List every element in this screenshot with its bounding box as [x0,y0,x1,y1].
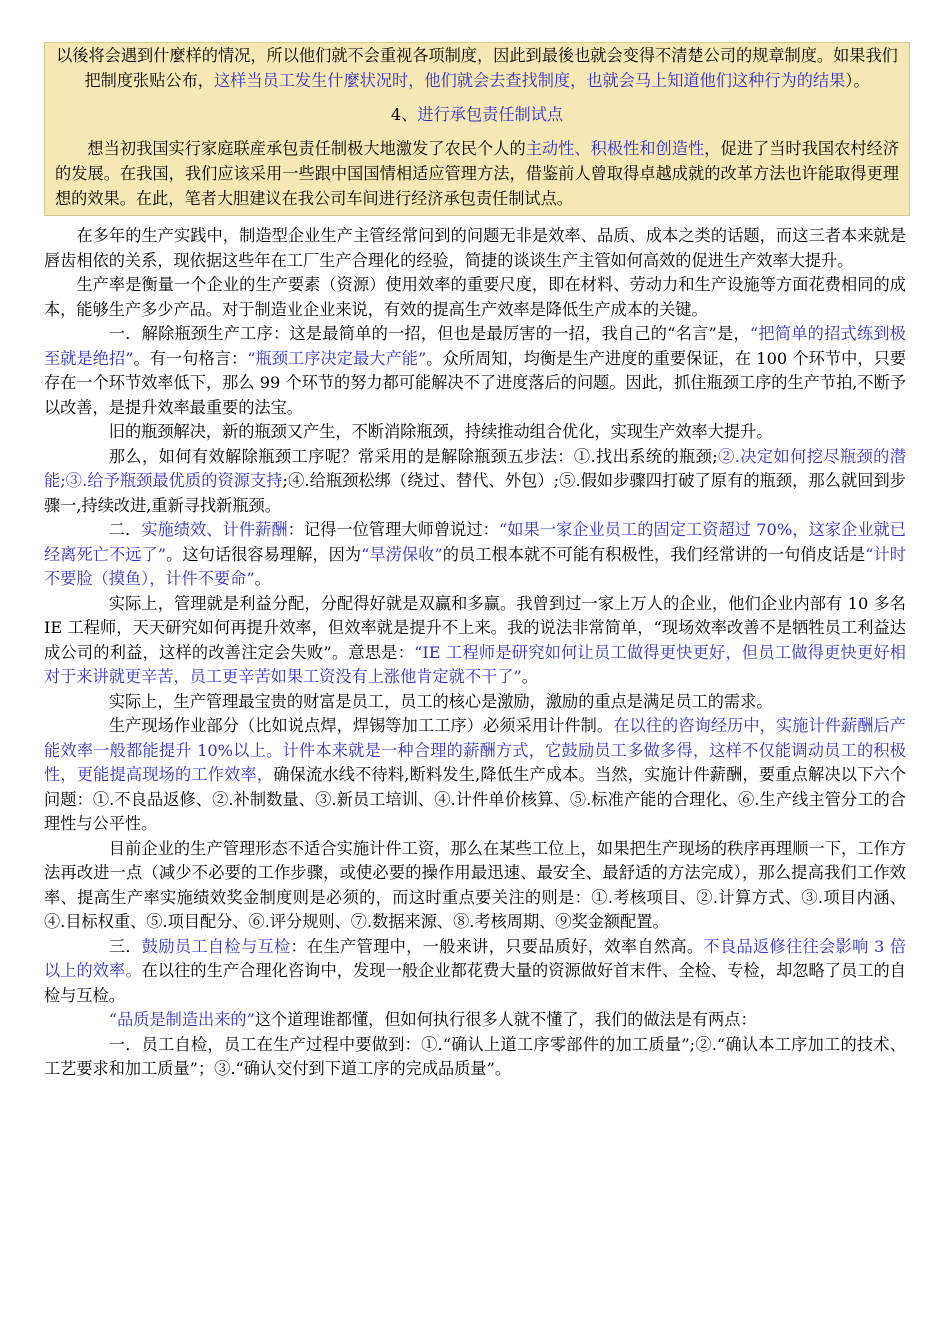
body-text: 。众所周知，均衡是生产进度的重要保证，在 100 个环节中，只要存在一个环节效率低下，那么 99 个环节的努力都可能解决不了进度落后的问题。因此，抓住瓶颈工序的生产节拍,不断予以改善，是提升效率最重要的法宝。 [44,348,907,417]
body-text: 的员工根本就不可能有积极性，我们经常讲的一句俏皮话是 [442,544,866,564]
body-text: 确保流水线不待料,断料发生,降低生产成本。当然，实施计件薪酬，要重点解决以下六个问题：①.不良品返修、②.补制数量、③.新员工培训、④.计件单价核算、⑤.标准产能的合理化、⑥.生产线主管分工的合理性与公平性。 [44,765,907,833]
body-link-text[interactable]: 在以往的咨询经历中，实施计件薪酬后产能效率一般都能提升 10%以上。计件本来就是一种合理的薪酬方式，它鼓励员工多做多得，这样不仅能调动员工的积极性，更能提高现场的工作效率， [44,716,906,784]
body-link-text[interactable]: 鼓励员工自检与互检 [141,936,291,956]
body-link-text[interactable]: 不良品返修往往会影响 3 倍以上的效率。 [44,936,907,980]
body-paragraph [44,592,910,690]
body-link-text[interactable]: “计时不要脸（摸鱼），计件不要命” [44,544,906,588]
body-paragraph [44,445,910,519]
excerpt-paragraph [55,43,899,93]
excerpt-text: 想当初我国实行家庭联産承包责任制极大地激发了农民个人的 [87,139,526,158]
body-paragraph: 生产率是衡量一个企业的生产要素（资源）使用效率的重要尺度，即在材料、劳动力和生产设施等方面花费相同的成本，能够生产多少产品。对于制造业企业来说，有效的提高生产效率是降低生产成本的关键。 [44,275,906,319]
body-paragraph [44,518,910,592]
excerpt-paragraph [55,136,899,211]
body-text: 。有一句格言： [133,348,248,368]
body-paragraph [44,714,910,837]
body-link-text[interactable]: “把简单的招式练到极至就是绝招” [44,324,906,368]
body-text: 。这句话很容易理解，因为 [166,544,362,564]
body-link-text[interactable]: ②.决定如何挖尽瓶颈的潜能;③.给予瓶颈最优质的资源支持 [44,446,906,490]
body-paragraph [44,1008,910,1033]
body-paragraph [44,322,910,420]
body-text: 这个道理谁都懂，但如何执行很多人就不懂了，我们的做法是有两点： [254,1010,757,1029]
body-text: 。 [254,569,271,588]
body-text: 在以往的生产合理化咨询中，发现一般企业都花费大量的资源做好首末件、全检、专检，却忽略了员工的自检与互检。 [44,961,906,1005]
body-text: 三． [108,936,142,956]
highlighted-excerpt-box [44,42,910,216]
body-paragraph: 目前企业的生产管理形态不适合实施计件工资，那么在某些工位上，如果把生产现场的秩序再理顺一下，工作方法再改进一点（减少不必要的工作步骤，或使必要的操作用最迅速、最安全、最舒适的方法完成），那么提高我们工作效率、提高生产率实施绩效奖金制度则是必须的，而这时重点要关注的则是：①.考核项目、②.计算方式、③.项目内涵、④.目标权重、⑤.项目配分、⑥.评分规则、⑦.数据来源、⑧.考核周期、⑨奖金额配置。 [44,838,906,931]
article-body [44,224,910,1082]
body-link-text[interactable]: “旱涝保收” [361,544,443,564]
body-text: ：在生产管理中，一般来讲，只要品质好，效率自然高。 [290,936,704,956]
body-paragraph: 实际上，生产管理最宝贵的财富是员工，员工的核心是激励，激励的重点是满足员工的需求。 [108,691,773,711]
body-text: 实际上，管理就是利益分配，分配得好就是双赢和多赢。我曾到过一家上万人的企业，他们企业内部有 10 多名 IE 工程师，天天研究如何再提升效率，但效率就是提升不上来。我的说法非常简单，“现场效率改善不是牺牲员工利益达成公司的利益，这样的改善注定会失败”。意思是： [44,593,906,662]
body-paragraph: 旧的瓶颈解决，新的瓶颈又产生，不断消除瓶颈，持续推动组合优化，实现生产效率大提升。 [108,422,773,441]
body-link-text[interactable]: “IE 工程师是研究如何让员工做得更快更好，但员工做得更快更好相对于来讲就更辛苦，员工更辛苦如果工资没有上涨他肯定就不干了” [44,642,906,686]
excerpt-text: ，促进了当时我国农村经济的发展。在我国，我们应该采用一些跟中国国情相适应管理方法，借鉴前人曾取得卓越成就的改革方法也许能取得更理想的效果。在此，笔者大胆建议在我公司车间进行经济承包责任制试点。 [55,139,900,208]
body-text: 生产现场作业部分（比如说点焊，焊锡等加工工序）必须采用计件制。 [108,716,614,735]
body-link-text[interactable]: “品质是制造出来的” [108,1010,255,1029]
body-text: ;④.给瓶颈松绑（绕过、替代、外包）;⑤.假如步骤四打破了原有的瓶颈，那么就回到步骤一,持续改进,重新寻找新瓶颈。 [44,471,906,515]
body-link-text[interactable]: “瓶颈工序决定最大产能” [247,348,427,368]
body-paragraph: 一．员工自检，员工在生产过程中要做到：①.“确认上道工序零部件的加工质量”;②.“确认本工序加工的技术、工艺要求和加工质量”；③.“确认交付到下道工序的完成品质量”。 [44,1034,906,1078]
section-heading [55,102,899,127]
body-link-text[interactable]: 实施绩效、计件薪酬 [141,520,288,539]
body-text: 。 [521,667,538,686]
body-text: ：记得一位管理大师曾说过： [287,520,499,539]
excerpt-link-text[interactable]: 主动性、积极性和创造性 [525,139,705,158]
body-text: 一．解除瓶颈生产工序：这是最简单的一招，但也是最厉害的一招，我自己的“名言”是， [108,324,750,343]
excerpt-link-text[interactable]: 这样当员工发生什麼状况时，他们就会去查找制度，也就会马上知道他们这种行为的结果 [213,71,846,90]
body-paragraph [44,935,910,1009]
body-text: 那么，如何有效解除瓶颈工序呢？常采用的是解除瓶颈五步法：①.找出系统的瓶颈; [108,446,718,466]
body-link-text[interactable]: “如果一家企业员工的固定工资超过 70%，这家企业就已经离死亡不远了” [44,520,907,564]
document-page [44,42,910,1082]
body-paragraph: 在多年的生产实践中，制造型企业生产主管经常问到的问题无非是效率、品质、成本之类的话题，而这三者本来就是唇齿相依的关系，现依据这些年在工厂生产合理化的经验，简捷的谈谈生产主管如何高效的促进生产效率大提升。 [44,226,906,270]
section-heading-number: 4、 [390,105,418,124]
excerpt-text: ）。 [845,71,870,90]
section-heading-link[interactable]: 进行承包责任制试点 [417,105,564,124]
body-text: 二． [108,520,142,539]
excerpt-text: 以後将会遇到什麼样的情况，所以他们就不会重视各项制度，因此到最後也就会变得不清楚公司的规章制度。如果我们把制度张贴公布， [56,46,898,90]
